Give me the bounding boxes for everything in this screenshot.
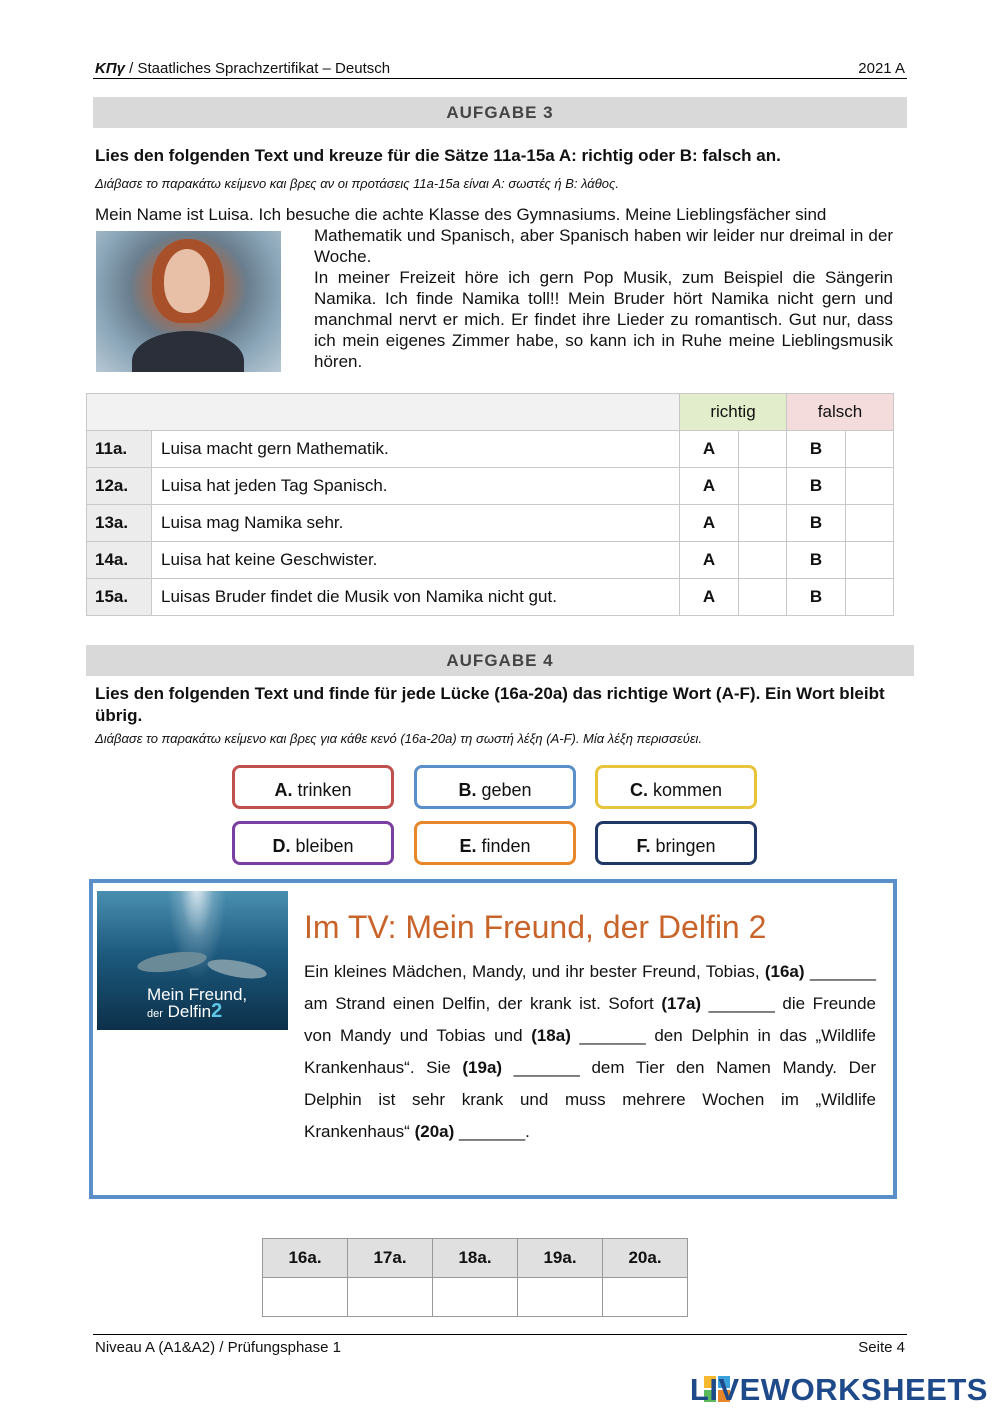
header-year: 2021 A	[858, 60, 905, 77]
word-letter: C.	[629, 780, 648, 800]
answer-b-checkbox[interactable]	[846, 468, 894, 505]
answer-a-checkbox[interactable]	[739, 579, 787, 616]
option-b-label: B	[787, 468, 846, 505]
story-segment: _______.	[454, 1122, 530, 1141]
row-number: 12a.	[87, 468, 152, 505]
row-statement: Luisa mag Namika sehr.	[152, 505, 680, 542]
aufgabe4-instruction-greek: Διάβασε το παρακάτω κείμενο και βρες για κάθε κενό (16a-20a) τη σωστή λέξη (A-F). Μία λέξη περισσεύει.	[95, 731, 703, 746]
answer-table	[262, 1238, 688, 1317]
col-falsch: falsch	[787, 394, 894, 431]
word-letter: B.	[458, 780, 477, 800]
word-letter: F.	[636, 836, 651, 856]
answer-input-19a[interactable]	[518, 1278, 603, 1317]
liveworksheets-watermark: LIVEWORKSHEETS	[689, 1372, 988, 1407]
footer-page: Seite 4	[858, 1339, 905, 1356]
story-text	[304, 956, 876, 1148]
richtig-falsch-table	[86, 393, 894, 616]
answer-a-checkbox[interactable]	[739, 505, 787, 542]
story-segment: _______ die Freunde von Mandy und Tobias und	[304, 994, 876, 1045]
table-header-empty	[87, 394, 680, 431]
answer-input-row	[263, 1278, 688, 1317]
row-statement: Luisa macht gern Mathematik.	[152, 431, 680, 468]
story-segment: _______ dem Tier den Namen Mandy. Der Delphin ist sehr krank und muss mehrere Wochen im „Wildlife Krankenhaus“	[304, 1058, 876, 1141]
word-option-e[interactable]	[414, 821, 576, 865]
luisa-photo	[96, 231, 281, 372]
gap-17a: (17a)	[661, 994, 702, 1013]
answer-label: 17a.	[348, 1239, 433, 1278]
table-row	[87, 431, 894, 468]
header-divider	[93, 78, 907, 79]
option-a-label: A	[680, 431, 739, 468]
table-row	[87, 468, 894, 505]
option-b-label: B	[787, 431, 846, 468]
movie-logo-number: 2	[211, 1000, 223, 1022]
row-statement: Luisas Bruder findet die Musik von Namika nicht gut.	[152, 579, 680, 616]
gap-18a: (18a)	[531, 1026, 571, 1045]
answer-input-17a[interactable]	[348, 1278, 433, 1317]
word-letter: D.	[272, 836, 291, 856]
option-a-label: A	[680, 542, 739, 579]
dolphin-movie-image	[97, 891, 288, 1030]
table-header-row	[87, 394, 894, 431]
answer-a-checkbox[interactable]	[739, 468, 787, 505]
answer-input-20a[interactable]	[603, 1278, 688, 1317]
answer-label: 18a.	[433, 1239, 518, 1278]
movie-logo-line2: Delfin	[167, 1002, 212, 1021]
story-segment: _______ den Delphin in das „Wildlife Krankenhaus“. Sie	[304, 1026, 876, 1077]
row-statement: Luisa hat keine Geschwister.	[152, 542, 680, 579]
row-statement: Luisa hat jeden Tag Spanisch.	[152, 468, 680, 505]
row-number: 13a.	[87, 505, 152, 542]
answer-label: 16a.	[263, 1239, 348, 1278]
row-number: 15a.	[87, 579, 152, 616]
word-letter: E.	[459, 836, 477, 856]
row-number: 11a.	[87, 431, 152, 468]
luisa-text-line1: Mein Name ist Luisa. Ich besuche die achte Klasse des Gymnasiums. Meine Lieblingsfächer sind	[95, 205, 827, 224]
word-text: bringen	[655, 836, 716, 856]
option-a-label: A	[680, 505, 739, 542]
word-option-d[interactable]	[232, 821, 394, 865]
footer-level: Niveau A (A1&A2) / Prüfungsphase 1	[95, 1339, 341, 1356]
table-row	[87, 505, 894, 542]
story-segment: Ein kleines Mädchen, Mandy, und ihr bester Freund, Tobias,	[304, 962, 765, 981]
story-title: Im TV: Mein Freund, der Delfin 2	[304, 909, 767, 945]
table-row	[87, 579, 894, 616]
word-option-c[interactable]	[595, 765, 757, 809]
word-text: bleiben	[295, 836, 354, 856]
gap-16a: (16a)	[764, 962, 805, 981]
aufgabe3-instruction: Lies den folgenden Text und kreuze für die Sätze 11a-15a A: richtig oder B: falsch an.	[95, 146, 781, 165]
header-subtitle: / Staatliches Sprachzertifikat – Deutsch	[124, 60, 391, 77]
answer-a-checkbox[interactable]	[739, 542, 787, 579]
word-text: trinken	[292, 780, 352, 800]
col-richtig: richtig	[680, 394, 787, 431]
gap-20a: (20a)	[414, 1122, 455, 1141]
answer-input-18a[interactable]	[433, 1278, 518, 1317]
option-a-label: A	[680, 468, 739, 505]
aufgabe3-instruction-greek: Διάβασε το παρακάτω κείμενο και βρες αν οι προτάσεις 11a-15a είναι A: σωστές ή B: λάθος.	[95, 176, 619, 191]
answer-label: 19a.	[518, 1239, 603, 1278]
movie-logo-line1: Mein Freund,	[147, 985, 248, 1004]
aufgabe4-heading: AUFGABE 4	[86, 645, 914, 676]
luisa-text-para1: Mathematik und Spanisch, aber Spanisch haben wir leider nur dreimal in der Woche.	[314, 226, 893, 266]
option-b-label: B	[787, 505, 846, 542]
row-number: 14a.	[87, 542, 152, 579]
table-row	[87, 542, 894, 579]
aufgabe3-heading: AUFGABE 3	[93, 97, 907, 128]
word-option-b[interactable]	[414, 765, 576, 809]
word-text: geben	[481, 780, 532, 800]
movie-logo	[147, 987, 247, 1022]
answer-input-16a[interactable]	[263, 1278, 348, 1317]
answer-header-row	[263, 1239, 688, 1278]
aufgabe4-instruction: Lies den folgenden Text und finde für jede Lücke (16a-20a) das richtige Wort (A-F). Ein Wort bleibt übrig.	[95, 684, 885, 725]
word-option-f[interactable]	[595, 821, 757, 865]
option-a-label: A	[680, 579, 739, 616]
story-segment: _______ am Strand einen Delfin, der krank ist. Sofort	[304, 962, 876, 1013]
luisa-text-para2: In meiner Freizeit höre ich gern Pop Musik, zum Beispiel die Sängerin Namika. Ich finde Namika toll!! Mein Bruder hört Namika nicht gern und manchmal nervt er mich. Er findet ihre Lieder zu romantisch. Gut nur, dass ich mein eigenes Zimmer habe, so kann ich in Ruhe meine Lieblingsmusik hören.	[314, 268, 893, 371]
header-title	[95, 60, 390, 77]
answer-b-checkbox[interactable]	[846, 505, 894, 542]
word-text: finden	[481, 836, 531, 856]
answer-b-checkbox[interactable]	[846, 431, 894, 468]
word-text: kommen	[652, 780, 723, 800]
word-letter: A.	[274, 780, 293, 800]
answer-b-checkbox[interactable]	[846, 542, 894, 579]
movie-logo-der: der	[147, 1008, 163, 1020]
gap-19a: (19a)	[462, 1058, 503, 1077]
word-option-a[interactable]	[232, 765, 394, 809]
luisa-text-rest	[314, 225, 893, 372]
header-brand: ΚΠγ	[95, 60, 125, 77]
answer-b-checkbox[interactable]	[846, 579, 894, 616]
option-b-label: B	[787, 542, 846, 579]
answer-a-checkbox[interactable]	[739, 431, 787, 468]
footer-divider	[93, 1334, 907, 1335]
option-b-label: B	[787, 579, 846, 616]
answer-label: 20a.	[603, 1239, 688, 1278]
